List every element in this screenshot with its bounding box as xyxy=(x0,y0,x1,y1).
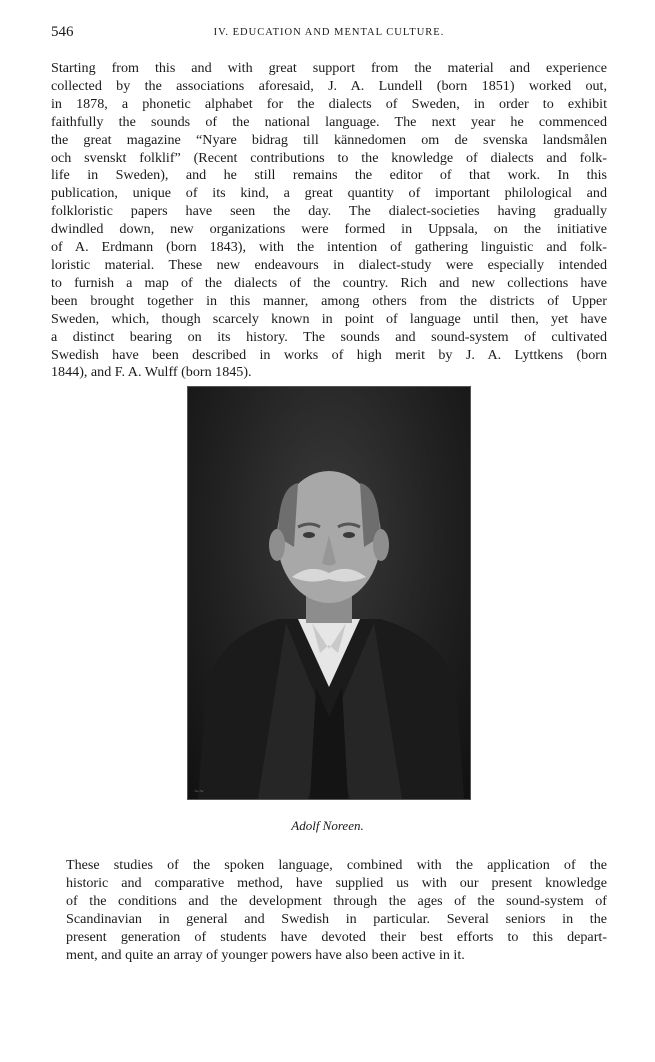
paragraph-2 xyxy=(51,857,607,964)
text-line: faithfully the sounds of the national language. The next year he commenced xyxy=(51,113,607,130)
text-line: 1844), and F. A. Wulff (born 1845). xyxy=(51,364,252,381)
text-line: publication, unique of its kind, a great quantity of important philological and xyxy=(51,185,607,202)
page-header xyxy=(51,24,607,42)
text-line: been brought together in this manner, among others from the districts of Upper xyxy=(51,292,607,309)
running-head: IV. EDUCATION AND MENTAL CULTURE. xyxy=(213,27,445,38)
text-line: Scandinavian in general and Swedish in particular. Several seniors in the xyxy=(66,910,607,927)
text-line: ment, and quite an array of younger powers have also been active in it. xyxy=(66,946,465,963)
portrait-illustration xyxy=(188,387,470,799)
text-line: Starting from this and with great support from the material and experience xyxy=(51,60,607,76)
text-line: historic and comparative method, have supplied us with our present knowledge xyxy=(66,874,607,891)
text-line: to furnish a map of the dialects of the country. Rich and new collections have xyxy=(51,274,607,291)
page-number: 546 xyxy=(51,24,74,40)
text-line: collected by the associations aforesaid, J. A. Lundell (born 1851) worked out, xyxy=(51,77,607,94)
text-line: of A. Erdmann (born 1843), with the intention of gathering linguistic and folk- xyxy=(51,239,607,256)
figure-caption: Adolf Noreen. xyxy=(291,818,364,833)
text-line: These studies of the spoken language, combined with the application of the xyxy=(66,857,607,873)
text-line: dwindled down, new organizations were formed in Uppsala, on the initiative xyxy=(51,221,607,238)
text-line: och svenskt folklif” (Recent contributions to the knowledge of dialects and folk- xyxy=(51,149,607,166)
text-line: of the conditions and the development through the ages of the sound-system of xyxy=(66,892,607,909)
text-line: a distinct bearing on its history. The sounds and sound-system of cultivated xyxy=(51,328,607,345)
text-line: Sweden, which, though scarcely known in point of language until then, yet have xyxy=(51,310,607,327)
text-line: life in Sweden), and he still remains the editor of that work. In this xyxy=(51,167,607,184)
text-line: Swedish have been described in works of high merit by J. A. Lyttkens (born xyxy=(51,346,607,363)
text-line: present generation of students have devoted their best efforts to this depart- xyxy=(66,928,607,945)
portrait-photo xyxy=(187,386,471,800)
text-line: folkloristic papers have seen the day. The dialect-societies having gradually xyxy=(51,203,607,220)
svg-text:~~: ~~ xyxy=(194,788,205,795)
text-line: loristic material. These new endeavours in dialect-study were especially intended xyxy=(51,256,607,273)
text-line: the great magazine “Nyare bidrag till kännedomen om de svenska landsmålen xyxy=(51,131,607,148)
paragraph-1 xyxy=(51,60,607,382)
text-line: in 1878, a phonetic alphabet for the dialects of Sweden, in order to exhibit xyxy=(51,95,607,112)
